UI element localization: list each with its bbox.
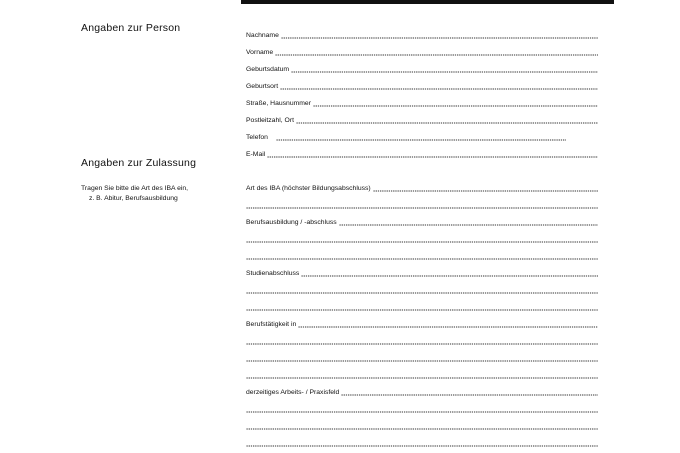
admission-instruction xyxy=(81,184,231,204)
field-strasse-hausnummer[interactable] xyxy=(246,91,598,108)
field-art-des-iba[interactable] xyxy=(246,176,598,193)
fill-line xyxy=(276,139,566,141)
field-label: Vorname xyxy=(246,49,274,56)
fill-line xyxy=(373,190,598,192)
field-label: Art des IBA (höchster Bildungsabschluss) xyxy=(246,185,371,192)
field-label: Geburtsdatum xyxy=(246,66,290,73)
admission-fields xyxy=(246,176,598,448)
section-heading-person: Angaben zur Person xyxy=(81,22,181,34)
fill-line xyxy=(339,224,598,226)
fill-line xyxy=(246,207,598,209)
person-fields xyxy=(246,23,598,159)
blank-line[interactable] xyxy=(246,431,598,448)
field-geburtsdatum[interactable] xyxy=(246,57,598,74)
field-label: E-Mail xyxy=(246,151,266,158)
fill-line xyxy=(246,258,598,260)
fill-line xyxy=(246,241,598,243)
fill-line xyxy=(246,445,598,447)
field-vorname[interactable] xyxy=(246,40,598,57)
field-postleitzahl-ort[interactable] xyxy=(246,108,598,125)
field-berufsausbildung[interactable] xyxy=(246,210,598,227)
fill-line xyxy=(246,377,598,379)
field-studienabschluss[interactable] xyxy=(246,261,598,278)
fill-line xyxy=(301,275,598,277)
fill-line xyxy=(291,71,598,73)
field-label: Nachname xyxy=(246,32,279,39)
fill-line xyxy=(246,360,598,362)
fill-line xyxy=(246,411,598,413)
fill-line xyxy=(280,88,598,90)
blank-line[interactable] xyxy=(246,329,598,346)
fill-line xyxy=(267,156,598,158)
field-nachname[interactable] xyxy=(246,23,598,40)
top-rule xyxy=(241,0,614,4)
field-label: derzeitiges Arbeits- / Praxisfeld xyxy=(246,389,340,396)
fill-line xyxy=(298,326,598,328)
blank-line[interactable] xyxy=(246,346,598,363)
field-label: Berufstätigkeit in xyxy=(246,321,297,328)
fill-line xyxy=(281,37,598,39)
fill-line xyxy=(246,428,598,430)
fill-line xyxy=(246,309,598,311)
field-geburtsort[interactable] xyxy=(246,74,598,91)
fill-line xyxy=(296,122,598,124)
field-berufstaetigkeit[interactable] xyxy=(246,312,598,329)
blank-line[interactable] xyxy=(246,414,598,431)
fill-line xyxy=(341,394,598,396)
field-label: Berufsausbildung / -abschluss xyxy=(246,219,337,226)
blank-line[interactable] xyxy=(246,363,598,380)
instruction-line-1: Tragen Sie bitte die Art des IBA ein, xyxy=(81,185,189,192)
blank-line[interactable] xyxy=(246,244,598,261)
fill-line xyxy=(313,105,598,107)
section-heading-admission: Angaben zur Zulassung xyxy=(81,157,197,169)
fill-line xyxy=(246,292,598,294)
blank-line[interactable] xyxy=(246,227,598,244)
field-label: Studienabschluss xyxy=(246,270,300,277)
field-telefon[interactable] xyxy=(246,125,598,142)
blank-line[interactable] xyxy=(246,397,598,414)
fill-line xyxy=(246,343,598,345)
fill-line xyxy=(275,54,598,56)
blank-line[interactable] xyxy=(246,193,598,210)
blank-line[interactable] xyxy=(246,278,598,295)
instruction-line-2: z. B. Abitur, Berufsausbildung xyxy=(89,195,178,202)
field-label: Straße, Hausnummer xyxy=(246,100,311,107)
blank-line[interactable] xyxy=(246,295,598,312)
field-label: Geburtsort xyxy=(246,83,279,90)
field-label: Postleitzahl, Ort xyxy=(246,117,294,124)
field-email[interactable] xyxy=(246,142,598,159)
field-label: Telefon xyxy=(246,134,268,141)
field-arbeits-praxisfeld[interactable] xyxy=(246,380,598,397)
